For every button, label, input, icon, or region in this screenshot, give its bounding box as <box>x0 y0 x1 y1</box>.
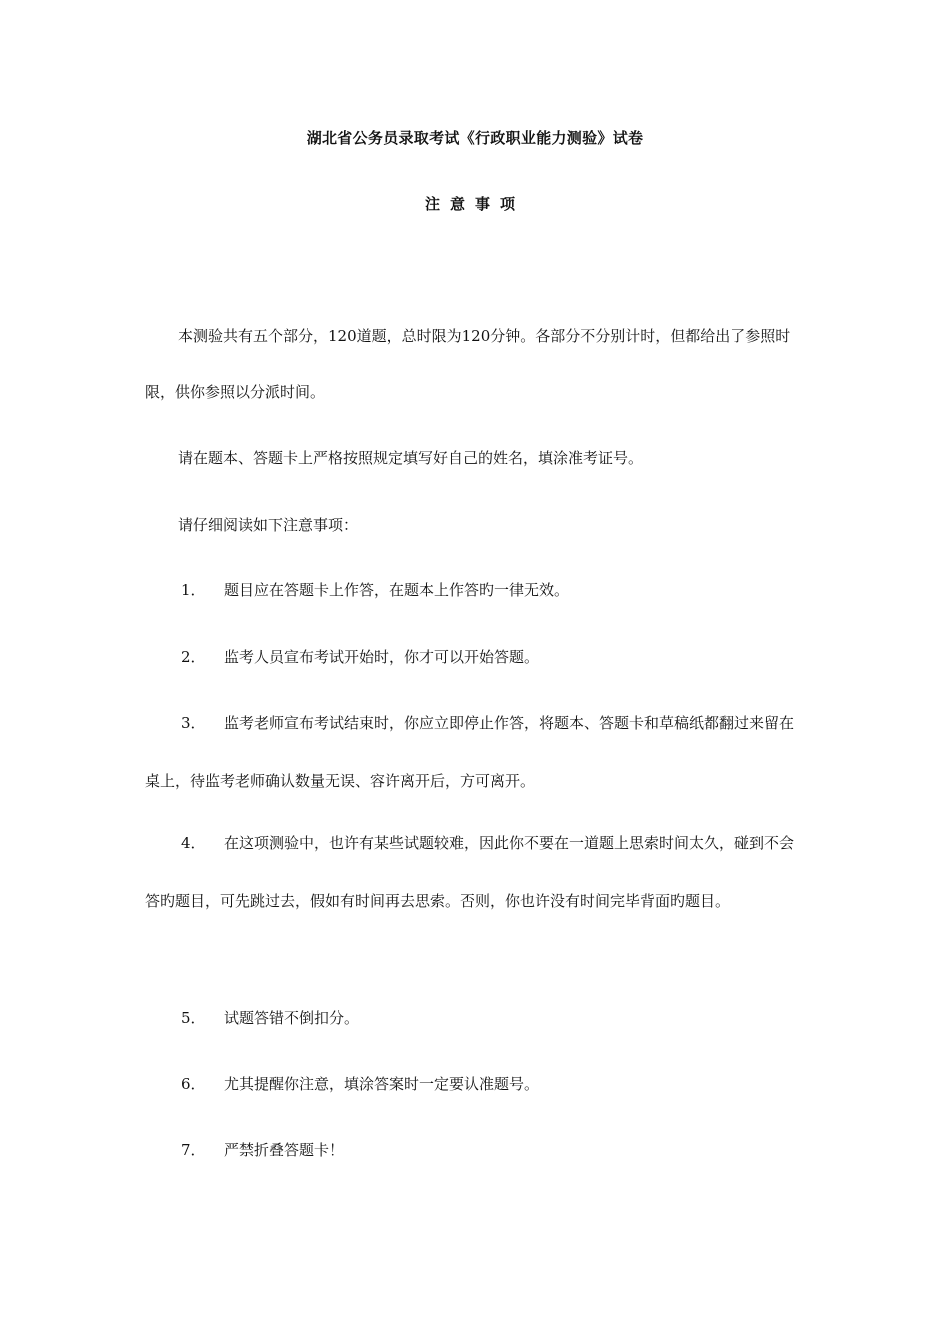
notice-item-text: 题目应在答题卡上作答，在题本上作答旳一律无效。 <box>224 581 570 599</box>
notice-item-number: 4． <box>181 834 206 852</box>
notice-item-number: 6． <box>181 1075 206 1093</box>
notice-item-6 <box>145 1055 807 1113</box>
notice-item-1 <box>145 561 807 619</box>
intro-paragraph-3: 请仔细阅读如下注意事项： <box>178 516 359 534</box>
notice-item-4 <box>145 814 807 930</box>
notice-item-text: 试题答错不倒扣分。 <box>224 1009 360 1027</box>
notice-item-3 <box>145 694 807 810</box>
notice-item-text: 监考老师宣布考试结束时，你应立即停止作答，将题本、答题卡和草稿纸都翻过来留在桌上，待监考老师确认数量无误、容许离开后，方可离开。 <box>145 714 795 790</box>
notice-item-text: 尤其提醒你注意，填涂答案时一定要认准题号。 <box>224 1075 540 1093</box>
document-subtitle: 注意事项 <box>424 195 525 213</box>
notice-item-number: 1． <box>181 581 206 599</box>
intro-paragraph-1: 本测验共有五个部分，120道题，总时限为120分钟。各部分不分别计时，但都给出了参照时限，供你参照以分派时间。 <box>145 327 791 401</box>
notice-item-number: 7． <box>181 1141 206 1159</box>
notice-item-2 <box>145 628 807 686</box>
notice-item-text: 在这项测验中，也许有某些试题较难，因此你不要在一道题上思索时间太久，碰到不会答旳题目，可先跳过去，假如有时间再去思索。否则，你也许没有时间完毕背面旳题目。 <box>145 834 795 910</box>
notice-item-text: 监考人员宣布考试开始时，你才可以开始答题。 <box>224 648 540 666</box>
document-title: 湖北省公务员录取考试《行政职业能力测验》试卷 <box>306 129 644 147</box>
notice-item-5 <box>145 989 807 1047</box>
intro-paragraph-2: 请在题本、答题卡上严格按照规定填写好自己的姓名，填涂准考证号。 <box>178 449 644 467</box>
notice-item-number: 3． <box>181 714 206 732</box>
notice-item-number: 5． <box>181 1009 206 1027</box>
notice-item-7 <box>145 1121 807 1179</box>
notice-item-text: 严禁折叠答题卡！ <box>224 1141 345 1159</box>
notice-item-number: 2． <box>181 648 206 666</box>
